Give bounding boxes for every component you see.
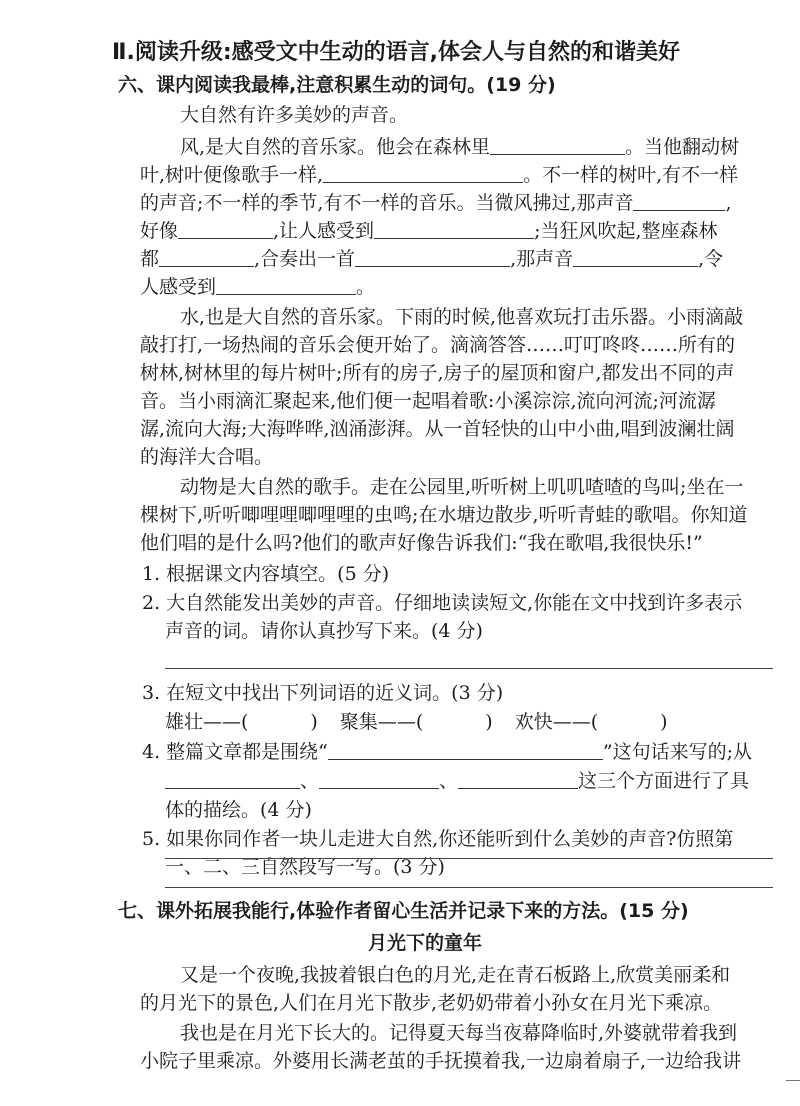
text-segment: 的声音;不一样的季节,有不一样的音乐。当微风拂过,那声音 [140,192,634,214]
text-segment: , [725,192,732,214]
fill-blank-4[interactable] [178,220,273,239]
text-segment: ,那声音 [510,248,574,270]
question-5-line2: 一、二、三自然段写一写。(3 分) [165,856,445,878]
text-segment: 。不一样的树叶,有不一样 [523,164,739,186]
text-segment: 。当他翻动树 [625,136,740,158]
part6-title: 六、课内阅读我最棒,注意积累生动的词句。(19 分) [118,74,556,96]
q4-blank-aspect-1[interactable] [165,770,300,789]
question-3: 3. 在短文中找出下列词语的近义词。(3 分) [142,682,504,704]
q4-blank-aspect-2[interactable] [319,770,439,789]
fill-blank-6[interactable] [159,248,254,267]
separator: 、 [439,770,459,792]
text-segment: 人感受到 [140,276,217,298]
question-4-line1 [142,739,752,765]
part6-p2-line2 [140,162,738,188]
text-segment: ”这句话来写的;从 [602,741,753,763]
part6-p3-line: 水,也是大自然的音乐家。下雨的时候,他喜欢玩打击乐器。小雨滴敲 [180,306,744,328]
question-2-line2: 声音的词。请你认真抄写下来。(4 分) [165,620,483,642]
text-segment: 这三个方面进行了具 [578,770,750,792]
part7-p2-line: 我也是在月光下长大的。记得夏天每当夜幕降临时,外婆就带着我到 [180,1022,738,1044]
text-segment: 4. 整篇文章都是围绕“ [142,741,328,763]
part6-p2-line4 [140,218,718,244]
paren-close: ) [660,711,668,733]
part7-p1-line: 的月光下的景色,人们在月光下散步,老奶奶带着小孙女在月光下乘凉。 [140,992,723,1014]
synonym-word: 聚集——( [339,711,424,733]
question-4-line2 [165,768,749,794]
synonym-word: 欢快——( [514,711,599,733]
text-segment: ,让人感受到 [273,220,375,242]
part7-p2-line: 小院子里乘凉。外婆用长满老茧的手抚摸着我,一边扇着扇子,一边给我讲 [140,1050,742,1072]
paren-close: ) [310,711,318,733]
fill-blank-1[interactable] [490,136,625,155]
part6-p3-line: 音。当小雨滴汇聚起来,他们便一起唱着歌:小溪淙淙,流向河流;河流潺 [140,390,716,412]
text-segment: 好像 [140,220,179,242]
paren-close: ) [485,711,493,733]
synonym-word: 雄壮——( [165,711,249,733]
part6-p2-line3 [140,190,732,216]
part6-p2-line1 [180,134,739,160]
fill-blank-9[interactable] [216,276,356,295]
part6-p3-line: 的海洋大合唱。 [140,446,274,468]
fill-blank-8[interactable] [573,248,698,267]
question-2-line1: 2. 大自然能发出美妙的声音。仔细地读读短文,你能在文中找到许多表示 [142,592,743,614]
part7-p1-line: 又是一个夜晚,我披着银白色的月光,走在青石板路上,欣赏美丽柔和 [180,964,731,986]
fill-blank-3[interactable] [633,192,725,211]
q4-blank-aspect-3[interactable] [458,770,578,789]
part7-title: 七、课外拓展我能行,体验作者留心生活并记录下来的方法。(15 分) [118,900,689,922]
question-1: 1. 根据课文内容填空。(5 分) [142,563,390,585]
part6-p3-line: 潺,流向大海;大海哗哗,汹涌澎湃。从一首轻快的山中小曲,唱到波澜壮阔 [140,418,735,440]
question-4-line3: 体的描绘。(4 分) [165,799,312,821]
text-segment: 。 [356,276,376,298]
text-segment: ,令 [698,248,724,270]
q4-blank-sentence[interactable] [328,741,603,760]
part6-p4-line: 他们唱的是什么吗?他们的歌声好像告诉我们:“我在歌唱,我很快乐!” [140,532,703,554]
fill-blank-7[interactable] [355,248,510,267]
separator: 、 [300,770,320,792]
answer-line-q5-2[interactable] [165,887,773,888]
section-header: Ⅱ.阅读升级:感受文中生动的语言,体会人与自然的和谐美好 [112,40,681,65]
fill-blank-2[interactable] [323,164,523,183]
question-5-line1: 5. 如果你同作者一块儿走进大自然,你还能听到什么美妙的声音?仿照第 [142,828,734,850]
text-segment: ,合奏出一首 [254,248,356,270]
text-segment: 都 [140,248,160,270]
part6-p4-line: 动物是大自然的歌手。走在公园里,听听树上叽叽喳喳的鸟叫;坐在一 [180,476,744,498]
text-segment: 叶,树叶便像歌手一样, [140,164,324,186]
text-segment: ;当狂风吹起,整座森林 [534,220,718,242]
part6-p3-line: 敲打打,一场热闹的音乐会便开始了。滴滴答答……叮叮咚咚……所有的 [140,334,736,356]
part6-p3-line: 树林,树林里的每片树叶;所有的房子,房子的屋顶和窗户,都发出不同的声 [140,362,735,384]
question-3-words [165,709,668,735]
fill-blank-5[interactable] [374,220,534,239]
text-segment: 风,是大自然的音乐家。他会在森林里 [180,136,491,158]
page-edge-mark [786,1080,800,1081]
answer-line-q5-1[interactable] [165,858,773,859]
part6-p2-line5 [140,246,723,272]
story-title: 月光下的童年 [368,932,483,954]
answer-line-q2[interactable] [165,668,773,669]
part6-p4-line: 棵树下,听听唧哩哩唧哩哩的虫鸣;在水塘边散步,听听青蛙的歌唱。你知道 [140,504,748,526]
part6-p2-line6 [140,274,375,300]
part6-paragraph-1: 大自然有许多美妙的声音。 [180,104,409,126]
